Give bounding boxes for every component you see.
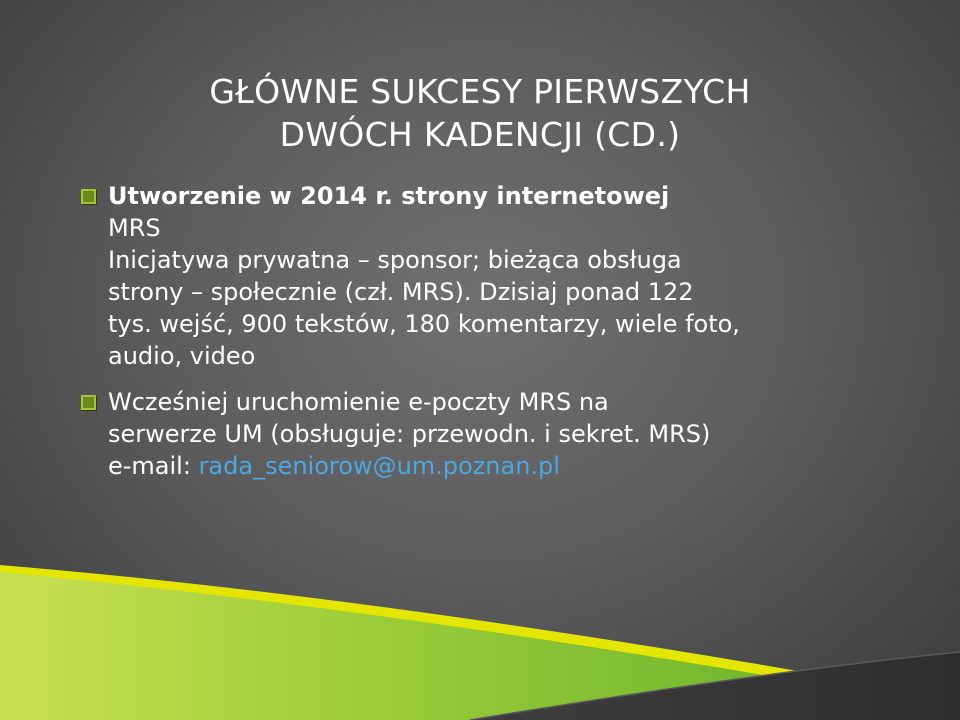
bullet-website-line: audio, video xyxy=(108,342,256,370)
title-line-1: GŁÓWNE SUKCESY PIERWSZYCH xyxy=(209,72,751,112)
bullet-website-line: tys. wejść, 900 tekstów, 180 komentarzy, wiele foto, xyxy=(108,310,740,338)
bullet-website-heading: Utworzenie w 2014 r. strony internetowej xyxy=(108,182,670,210)
bullet-website-line: strony – społecznie (czł. MRS). Dzisiaj ponad 122 xyxy=(108,278,694,306)
bullet-website xyxy=(78,180,878,372)
bullet-email-address-line xyxy=(108,450,878,482)
square-bullet-icon xyxy=(81,189,96,204)
bullet-website-heading-cont: MRS xyxy=(108,214,161,242)
title-line-2: DWÓCH KADENCJI (CD.) xyxy=(279,115,681,155)
slide-title xyxy=(60,70,900,156)
square-bullet-icon xyxy=(81,395,96,410)
email-link[interactable]: rada_seniorow@um.poznan.pl xyxy=(198,452,560,480)
bullet-email xyxy=(78,386,878,482)
bullet-website-line: Inicjatywa prywatna – sponsor; bieżąca obsługa xyxy=(108,246,682,274)
bullet-email-line: Wcześniej uruchomienie e-poczty MRS na xyxy=(108,388,609,416)
bullet-list xyxy=(78,180,878,496)
bullet-email-line: serwerze UM (obsługuje: przewodn. i sekret. MRS) xyxy=(108,420,711,448)
email-prefix: e-mail: xyxy=(108,452,199,480)
